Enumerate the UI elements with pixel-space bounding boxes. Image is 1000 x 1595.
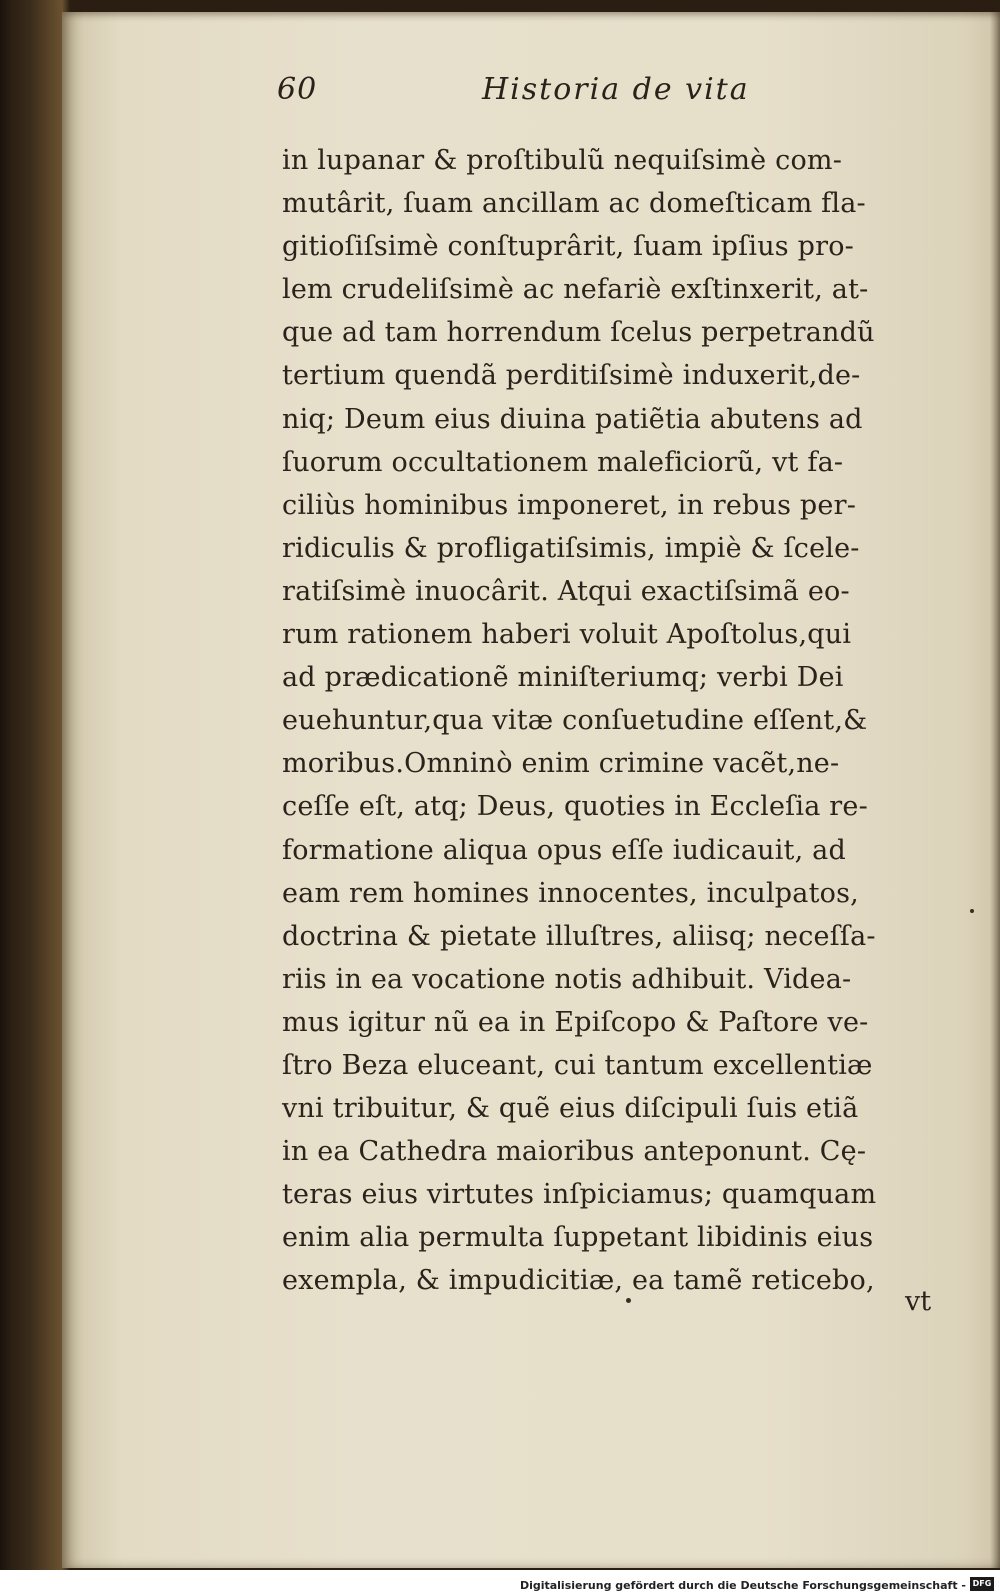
text-line: exempla, & impudicitiæ, ea tamẽ reticebo, xyxy=(282,1265,875,1297)
text-line: ridiculis & profligatiſsimis, impiè & ſcele- xyxy=(282,532,860,564)
text-line: in ea Cathedra maioribus anteponunt. Cę- xyxy=(282,1136,867,1168)
text-line: mus igitur nũ ea in Epiſcopo & Paſtore ve- xyxy=(282,1006,869,1038)
text-line: mutârit, ſuam ancillam ac domeſticam fla- xyxy=(282,188,866,220)
text-line: doctrina & pietate illuſtres, aliisq; neceſſa- xyxy=(282,920,876,952)
funding-credit: Digitalisierung gefördert durch die Deutsche Forschungsgemeinschaft - xyxy=(519,1579,966,1592)
text-line: gitioſiſsimè conſtuprârit, ſuam ipſius pro- xyxy=(282,231,854,263)
text-line: formatione aliqua opus eſſe iudicauit, ad xyxy=(282,834,846,866)
text-line: niq; Deum eius diuina patiẽtia abutens ad xyxy=(282,403,863,435)
text-line: lem crudeliſsimè ac nefariè exſtinxerit, at- xyxy=(282,274,869,306)
text-line: eam rem homines innocentes, inculpatos, xyxy=(282,877,859,909)
text-line: riis in ea vocatione notis adhibuit. Videa- xyxy=(282,963,852,995)
ink-speck xyxy=(970,909,974,913)
text-line: rum rationem haberi voluit Apoſtolus,qui xyxy=(282,619,852,651)
page-number: 60 xyxy=(277,72,318,107)
text-line: ratiſsimè inuocârit. Atqui exactiſsimã eo- xyxy=(282,575,850,607)
running-head xyxy=(277,72,750,118)
text-line: ciliùs hominibus imponeret, in rebus per- xyxy=(282,489,857,521)
text-line: ceſſe eſt, atq; Deus, quoties in Eccleſia re- xyxy=(282,791,868,823)
running-title: Historia de vita xyxy=(482,72,750,107)
text-line: moribus.Omninò enim crimine vacẽt,ne- xyxy=(282,748,840,780)
text-line: enim alia permulta ſuppetant libidinis eius xyxy=(282,1222,874,1254)
text-line: que ad tam horrendum ſcelus perpetrandũ xyxy=(282,317,875,349)
text-line: tertium quendã perditiſsimè induxerit,de- xyxy=(282,360,861,392)
text-line: euehuntur,qua vitæ conſuetudine eſſent,& xyxy=(282,705,868,737)
text-line: in lupanar & proſtibulũ nequiſsimè com- xyxy=(282,145,843,176)
body-text xyxy=(282,139,942,1303)
text-line: ſtro Beza eluceant, cui tantum excellentiæ xyxy=(282,1049,873,1081)
text-line: vni tribuitur, & quẽ eius diſcipuli ſuis etiã xyxy=(282,1093,859,1125)
ink-speck xyxy=(626,1298,631,1303)
text-line: ad prædicationẽ miniſteriumq; verbi Dei xyxy=(282,662,844,694)
text-line: teras eius virtutes inſpiciamus; quamquam xyxy=(282,1179,877,1211)
catchword: vt xyxy=(905,1286,932,1317)
text-line: ſuorum occultationem maleficiorũ, vt fa- xyxy=(282,446,844,478)
dfg-logo-icon: DFG xyxy=(970,1577,994,1591)
